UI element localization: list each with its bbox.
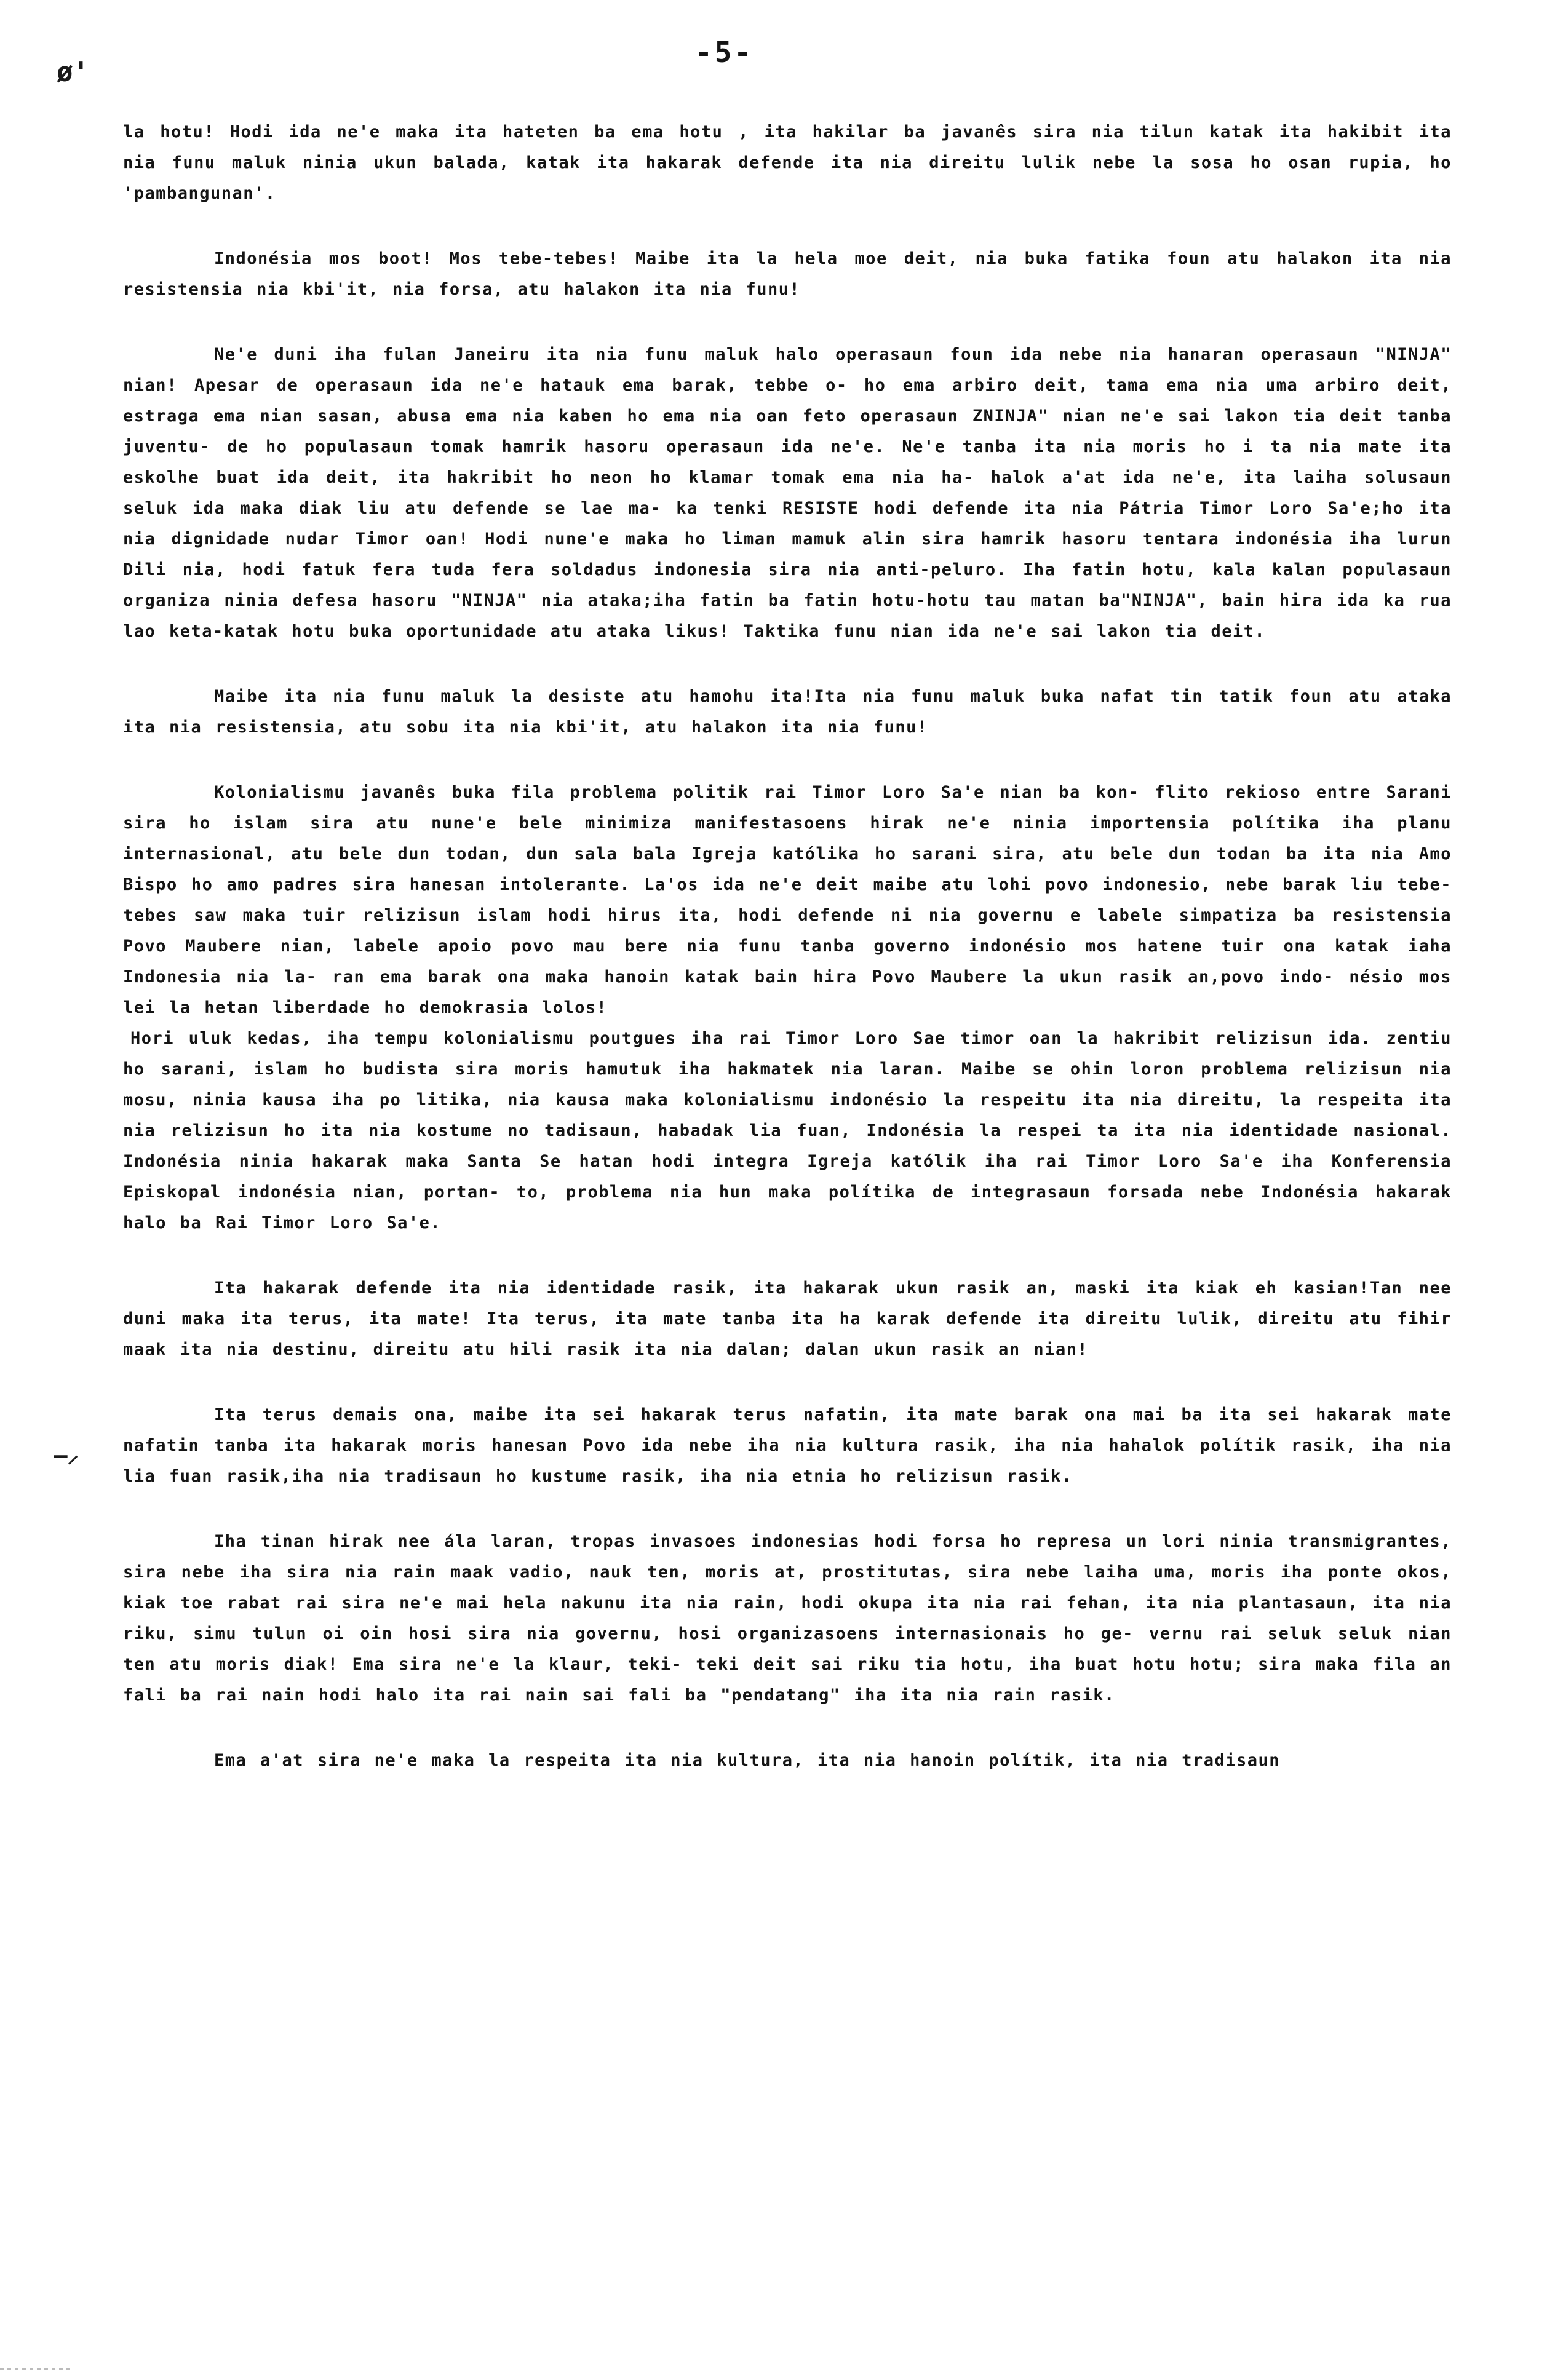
corner-mark: ø' — [57, 57, 89, 88]
paragraph-7: Ita hakarak defende ita nia identidade rasik, ita hakarak ukun rasik an, maski ita kiak eh kasian!Tan nee duni maka ita terus, ita mate! Ita terus, ita mate tanba ita ha karak defende ita direitu lulik, direitu atu fihir maak ita nia destinu, direitu atu hili rasik ita nia dalan; dalan ukun rasik an nian! — [123, 1279, 1452, 1359]
margin-mark: —⸝ — [54, 1443, 79, 1468]
paragraph-1: la hotu! Hodi ida ne'e maka ita hateten ba ema hotu , ita hakilar ba javanês sira nia tilun katak ita hakibit ita nia funu maluk ninia ukun balada, katak ita hakarak defende ita nia direitu lulik nebe la sosa ho osan rupia, ho 'pambangunan'. — [123, 122, 1452, 203]
paragraph-8: Ita terus demais ona, maibe ita sei hakarak terus nafatin, ita mate barak ona mai ba ita sei hakarak mate nafatin tanba ita hakarak moris hanesan Povo ida nebe iha nia kultura rasik, iha nia hahalok polítik rasik, iha nia lia fuan rasik,iha nia tradisaun ho kustume rasik, iha nia etnia ho relizisun rasik. — [123, 1405, 1452, 1486]
paragraph-2: Indonésia mos boot! Mos tebe-tebes! Maibe ita la hela moe deit, nia buka fatika foun atu halakon ita nia resistensia nia kbi'it, nia forsa, atu halakon ita nia funu! — [123, 249, 1452, 299]
paragraph-4: Maibe ita nia funu maluk la desiste atu hamohu ita!Ita nia funu maluk buka nafat tin tatik foun atu ataka ita nia resistensia, atu sobu ita nia kbi'it, atu halakon ita nia funu! — [123, 687, 1452, 737]
paragraph-10: Ema a'at sira ne'e maka la respeita ita nia kultura, ita nia hanoin polítik, ita nia tradisaun — [214, 1751, 1281, 1770]
paragraph-6: Hori uluk kedas, iha tempu kolonialismu poutgues iha rai Timor Loro Sae timor oan la hakribit relizisun ida. zentiu ho sarani, islam ho budista sira moris hamutuk iha hakmatek nia laran. Maibe se ohin loron problema relizisun nia mosu, ninia kausa iha po litika, nia kausa maka kolonialismu indonésio la respeitu ita nia direitu, la respeita ita nia relizisun ho ita nia kostume no tadisaun, habadak lia fuan, Indonésia la respei ta ita nia identidade nasional. Indonésia ninia hakarak maka Santa Se hatan hodi integra Igreja katólik iha rai Timor Loro Sa'e iha Konferensia Episkopal indonésia nian, portan- to, problema nia hun maka polítika de integrasaun forsada nebe Indonésia hakarak halo ba Rai Timor Loro Sa'e. — [123, 1029, 1452, 1232]
body-text — [123, 117, 1452, 1776]
paragraph-3: Ne'e duni iha fulan Janeiru ita nia funu maluk halo operasaun foun ida nebe nia hanaran operasaun "NINJA" nian! Apesar de operasaun ida ne'e hatauk ema barak, tebbe o- ho ema arbiro deit, tama ema nia uma arbiro deit, estraga ema nian sasan, abusa ema nia kaben ho ema nia oan feto operasaun ZNINJA" nian ne'e sai lakon tia deit tanba juventu- de ho populasaun tomak hamrik hasoru operasaun ida ne'e. Ne'e tanba ita nia moris ho i ta nia mate ita eskolhe buat ida deit, ita hakribit ho neon ho klamar tomak ema nia ha- halok a'at ida ne'e, ita laiha solusaun seluk ida maka diak liu atu defende se lae ma- ka tenki RESISTE hodi defende ita nia Pátria Timor Loro Sa'e;ho ita nia dignidade nudar Timor oan! Hodi nune'e maka ho liman mamuk alin sira hamrik hasoru tentara indonésia iha lurun Dili nia, hodi fatuk fera tuda fera soldadus indonesia sira nia anti-peluro. Iha fatin hotu, kala kalan populasaun organiza ninia defesa hasoru "NINJA" nia ataka;iha fatin ba fatin hotu-hotu tau matan ba"NINJA", bain hira ida ka rua lao keta-katak hotu buka oportunidade atu ataka likus! Taktika funu nian ida ne'e sai lakon tia deit. — [123, 345, 1452, 641]
scan-edge-mark — [0, 2368, 74, 2370]
page-number: -5- — [695, 36, 754, 69]
paragraph-9: Iha tinan hirak nee ála laran, tropas invasoes indonesias hodi forsa ho represa un lori ninia transmigrantes, sira nebe iha sira nia rain maak vadio, nauk ten, moris at, prostitutas, sira nebe laiha uma, moris iha ponte okos, kiak toe rabat rai sira ne'e mai hela nakunu ita nia rain, hodi okupa ita nia rai fehan, ita nia plantasaun, ita nia riku, simu tulun oi oin hosi sira nia governu, hosi organizasoens internasionais ho ge- vernu rai seluk seluk nian ten atu moris diak! Ema sira ne'e la klaur, teki- teki deit sai riku tia hotu, iha buat hotu hotu; sira maka fila an fali ba rai nain hodi halo ita rai nain sai fali ba "pendatang" iha ita nia rain rasik. — [123, 1532, 1452, 1705]
paragraph-5: Kolonialismu javanês buka fila problema politik rai Timor Loro Sa'e nian ba kon- flito rekioso entre Sarani sira ho islam sira atu nune'e bele minimiza manifestasoens hirak ne'e ninia importensia polítika iha planu internasional, atu bele dun todan, dun sala bala Igreja katólika ho sarani sira, atu bele dun todan ba ita nia Amo Bispo ho amo padres sira hanesan intolerante. La'os ida ne'e deit maibe atu lohi povo indonesio, nebe barak liu tebe-tebes saw maka tuir relizisun islam hodi hirus ita, hodi defende ni nia governu e labele simpatiza ba resistensia Povo Maubere nian, labele apoio povo mau bere nia funu tanba governo indonésio mos hatene tuir ona katak iaha Indonesia nia la- ran ema barak ona maka hanoin katak bain hira Povo Maubere la ukun rasik an,povo indo- nésio mos lei la hetan liberdade ho demokrasia lolos! — [123, 783, 1452, 1017]
